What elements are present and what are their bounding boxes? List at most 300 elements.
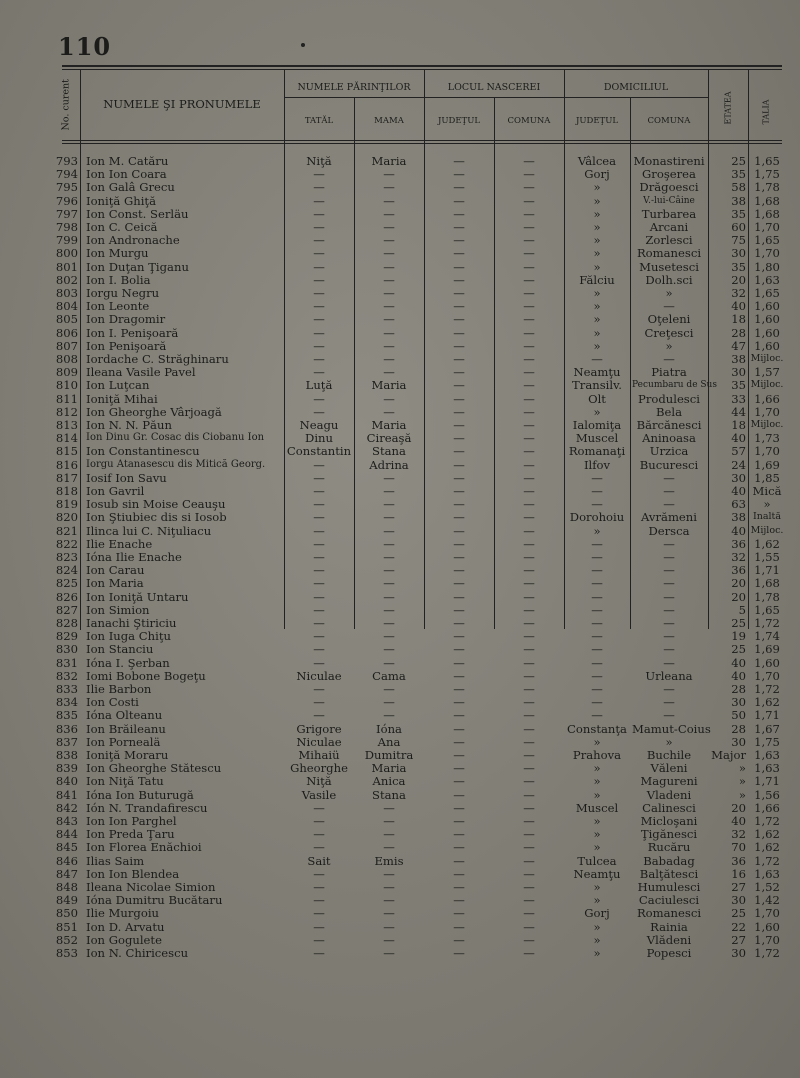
row-name: Ilie Enache	[86, 536, 153, 551]
row-father: Dinu	[305, 431, 333, 446]
row-height: 1,63	[754, 748, 780, 762]
row-name: Ion Costi	[86, 695, 139, 710]
row-birth-commune: —	[523, 365, 535, 380]
row-height: Mijloc.	[750, 379, 784, 391]
row-age: 5	[738, 602, 746, 617]
row-dom-commune: Drăgoesci	[639, 180, 699, 195]
row-birth-county: —	[453, 668, 465, 683]
row-father: —	[313, 536, 325, 551]
row-mother: —	[383, 602, 395, 617]
row-dom-commune: Bucuresci	[639, 457, 699, 472]
row-birth-commune: —	[523, 286, 535, 300]
row-dom-commune: —	[663, 602, 675, 617]
row-dom-commune: —	[663, 655, 675, 670]
row-name: Ion Pornealä	[86, 734, 161, 749]
row-number: 843	[55, 814, 78, 828]
row-mother: Emis	[374, 853, 404, 868]
row-father: —	[313, 616, 325, 630]
row-age: 20	[731, 800, 746, 815]
row-dom-commune: Calinesci	[642, 800, 696, 815]
row-age: Major	[711, 748, 746, 762]
row-birth-commune: —	[523, 708, 535, 723]
row-father: —	[313, 497, 325, 512]
row-age: 27	[731, 880, 746, 894]
row-dom-county: »	[593, 880, 601, 894]
row-number: 793	[55, 154, 78, 168]
row-mother: —	[383, 233, 395, 248]
row-father: Sait	[307, 853, 331, 868]
row-height: 1,68	[754, 576, 780, 591]
row-number: 794	[55, 167, 78, 182]
row-mother: —	[383, 510, 395, 525]
row-mother: Cireaşă	[366, 431, 412, 446]
row-mother: —	[383, 695, 395, 710]
row-mother: —	[383, 932, 395, 947]
row-mother: —	[383, 682, 395, 696]
row-dom-commune: »	[665, 338, 673, 353]
row-name: Ion I. Penişoară	[86, 325, 179, 340]
header-height: TALIA	[761, 99, 771, 125]
row-dom-commune: —	[663, 536, 675, 551]
row-birth-commune: —	[523, 444, 535, 459]
row-height: 1,65	[754, 602, 780, 617]
row-dom-commune: Musetesci	[639, 259, 699, 274]
header-dom-county: JUDEŢUL	[575, 116, 619, 126]
row-father: —	[313, 708, 325, 723]
header-parents: NUMELE PĂRINŢILOR	[297, 82, 411, 93]
row-age: 38	[731, 352, 746, 366]
row-number: 852	[55, 932, 78, 947]
row-father: —	[313, 193, 325, 208]
row-mother: Ana	[377, 734, 401, 749]
row-dom-commune: Vlădeni	[646, 932, 692, 947]
row-mother: —	[383, 286, 395, 300]
row-dom-county: »	[593, 919, 601, 934]
row-father: —	[313, 286, 325, 300]
row-age: 63	[731, 497, 746, 512]
row-birth-commune: —	[523, 721, 535, 736]
row-mother: —	[383, 576, 395, 591]
row-number: 832	[55, 668, 78, 683]
row-dom-county: Romanaţi	[568, 444, 626, 459]
row-name: Ion C. Ceică	[86, 220, 158, 234]
row-mother: —	[383, 827, 395, 842]
row-dom-commune: —	[663, 629, 675, 644]
row-age: 60	[731, 220, 746, 234]
row-dom-commune: Romanesci	[636, 246, 702, 261]
row-dom-commune: —	[663, 550, 675, 564]
row-birth-county: —	[453, 378, 465, 393]
row-name: Iomi Bobone Bogeţu	[86, 668, 206, 683]
row-name: Ion Iuga Chiţu	[86, 629, 171, 644]
row-dom-county: »	[593, 814, 601, 828]
row-name: Ion Andronache	[86, 233, 180, 248]
row-name: Ion Constantinescu	[86, 444, 200, 459]
row-mother: Ióna	[376, 721, 402, 736]
row-dom-commune: Bela	[655, 404, 682, 419]
row-age: 47	[731, 338, 746, 353]
row-number: 797	[55, 206, 78, 221]
row-birth-county: —	[453, 800, 465, 815]
row-age: 25	[731, 642, 746, 657]
row-height: 1,69	[754, 642, 780, 657]
row-mother: —	[383, 536, 395, 551]
row-mother: —	[383, 299, 395, 314]
row-father: —	[313, 272, 325, 287]
row-mother: Maria	[371, 154, 407, 168]
row-name: Ion Gheorghe Stătescu	[86, 761, 222, 776]
row-birth-commune: —	[523, 853, 535, 868]
row-father: —	[313, 919, 325, 934]
row-dom-commune: Dersca	[648, 523, 690, 538]
row-birth-county: —	[453, 655, 465, 670]
row-height: 1,72	[754, 616, 780, 630]
row-number: 850	[55, 906, 78, 921]
row-mother: —	[383, 563, 395, 578]
row-age: 24	[731, 457, 746, 472]
row-dom-commune: —	[663, 708, 675, 723]
row-birth-commune: —	[523, 220, 535, 234]
row-dom-county: —	[591, 550, 603, 564]
row-birth-county: —	[453, 497, 465, 512]
row-father: —	[313, 246, 325, 261]
row-father: —	[313, 642, 325, 657]
row-age: 28	[731, 721, 746, 736]
row-mother: —	[383, 312, 395, 327]
row-dom-county: »	[593, 946, 601, 960]
row-dom-county: —	[591, 642, 603, 657]
row-dom-county: »	[593, 734, 601, 749]
row-name: Ion Preda Ţaru	[86, 827, 175, 842]
row-father: —	[313, 510, 325, 525]
row-name: Ion Florea Enăchioi	[86, 840, 202, 855]
row-dom-commune: Avrămeni	[641, 510, 697, 525]
row-height: 1,69	[754, 457, 780, 472]
row-dom-commune: Micloşani	[640, 814, 698, 828]
row-number: 830	[55, 642, 78, 657]
col-line-name	[284, 69, 285, 629]
row-age: 75	[731, 233, 746, 248]
row-birth-commune: —	[523, 536, 535, 551]
row-height: 1,72	[754, 814, 780, 828]
row-height: 1,70	[754, 932, 780, 947]
row-dom-commune: —	[663, 642, 675, 657]
row-dom-commune: —	[663, 299, 675, 314]
row-name: Ión N. Trandafirescu	[86, 800, 208, 815]
row-birth-commune: —	[523, 893, 535, 908]
row-father: —	[313, 827, 325, 842]
row-age: 30	[731, 695, 746, 710]
row-age: 16	[731, 866, 746, 881]
row-birth-county: —	[453, 748, 465, 762]
row-age: 44	[731, 404, 746, 419]
row-mother: —	[383, 167, 395, 182]
row-father: —	[313, 946, 325, 960]
row-dom-county: »	[593, 325, 601, 340]
row-birth-county: —	[453, 682, 465, 696]
row-father: —	[313, 629, 325, 644]
row-dom-commune: Rainia	[650, 919, 688, 934]
row-number: 805	[55, 312, 78, 327]
row-mother: —	[383, 642, 395, 657]
row-birth-county: —	[453, 444, 465, 459]
row-dom-county: Dorohoiu	[569, 510, 625, 525]
row-birth-commune: —	[523, 906, 535, 921]
row-father: —	[313, 484, 325, 498]
row-dom-commune: —	[663, 470, 675, 485]
row-number: 801	[55, 259, 78, 274]
row-birth-commune: —	[523, 378, 535, 393]
row-father: —	[313, 206, 325, 221]
row-birth-commune: —	[523, 259, 535, 274]
row-birth-commune: —	[523, 523, 535, 538]
row-height: 1,71	[754, 708, 780, 723]
row-dom-commune: —	[663, 695, 675, 710]
row-dom-commune: Bărcănesci	[636, 418, 702, 432]
row-mother: —	[383, 404, 395, 419]
row-name: Iorgu Negru	[86, 286, 160, 300]
row-father: Grigore	[296, 721, 342, 736]
row-height: 1,85	[754, 470, 780, 485]
row-father: —	[313, 589, 325, 604]
row-age: 30	[731, 246, 746, 261]
row-birth-county: —	[453, 286, 465, 300]
row-birth-county: —	[453, 563, 465, 578]
row-mother: —	[383, 325, 395, 340]
row-age: 25	[731, 154, 746, 168]
row-dom-county: »	[593, 193, 601, 208]
row-dom-county: Muscel	[575, 431, 619, 446]
row-mother: —	[383, 840, 395, 855]
row-age: 35	[731, 206, 746, 221]
row-dom-county: Olt	[588, 391, 606, 406]
row-name: Ioniţă Ghiţă	[86, 193, 156, 208]
ink-dot	[301, 43, 305, 47]
row-dom-commune: Arcani	[649, 220, 689, 234]
row-dom-county: Ilfov	[583, 457, 611, 472]
row-father: —	[313, 893, 325, 908]
row-father: Gheorghe	[290, 761, 348, 776]
row-birth-commune: —	[523, 827, 535, 842]
row-age: 40	[731, 484, 746, 498]
row-dom-county: »	[593, 246, 601, 261]
row-name: Ion Gavril	[86, 484, 145, 498]
row-father: —	[313, 523, 325, 538]
row-height: 1,70	[754, 246, 780, 261]
row-height: 1,66	[754, 800, 780, 815]
row-birth-county: —	[453, 180, 465, 195]
row-age: 27	[731, 932, 746, 947]
row-dom-commune: Zorlesci	[645, 233, 693, 248]
row-birth-commune: —	[523, 880, 535, 894]
row-dom-county: »	[593, 893, 601, 908]
row-birth-county: —	[453, 721, 465, 736]
row-height: 1,70	[754, 668, 780, 683]
row-name: Ion Galâ Grecu	[86, 180, 175, 195]
row-dom-commune: Rucăru	[647, 840, 691, 855]
row-dom-county: —	[591, 536, 603, 551]
row-age: 40	[731, 431, 746, 446]
row-dom-commune: Dolh.sci	[645, 272, 693, 287]
row-birth-commune: —	[523, 589, 535, 604]
row-height: 1,65	[754, 286, 780, 300]
row-father: Neagu	[299, 418, 339, 432]
row-dom-county: —	[591, 602, 603, 617]
row-birth-commune: —	[523, 748, 535, 762]
row-birth-commune: —	[523, 563, 535, 578]
row-birth-commune: —	[523, 655, 535, 670]
row-birth-county: —	[453, 220, 465, 234]
row-birth-county: —	[453, 470, 465, 485]
row-name: Ion Niţă Tatu	[86, 774, 164, 789]
row-number: 836	[55, 721, 78, 736]
row-father: —	[313, 655, 325, 670]
row-number: 796	[55, 193, 78, 208]
row-number: 815	[55, 444, 78, 459]
row-mother: —	[383, 193, 395, 208]
row-height: 1,71	[754, 563, 780, 578]
header-bottom-rule	[62, 140, 782, 141]
row-age: 30	[731, 734, 746, 749]
row-name: Ióna Ilie Enache	[86, 550, 182, 564]
row-birth-commune: —	[523, 919, 535, 934]
row-height: 1,62	[754, 827, 780, 842]
row-mother: —	[383, 206, 395, 221]
row-dom-commune: Magureni	[640, 774, 698, 789]
row-birth-commune: —	[523, 550, 535, 564]
row-father: —	[313, 391, 325, 406]
row-dom-commune: Turbarea	[641, 206, 697, 221]
row-number: 845	[55, 840, 78, 855]
row-dom-county: »	[593, 286, 601, 300]
row-dom-county: —	[591, 497, 603, 512]
row-name: Ion Murgu	[86, 246, 149, 261]
row-birth-commune: —	[523, 312, 535, 327]
row-mother: —	[383, 589, 395, 604]
row-birth-commune: —	[523, 695, 535, 710]
row-birth-county: —	[453, 866, 465, 881]
row-age: 30	[731, 946, 746, 960]
row-number: 825	[55, 576, 78, 591]
row-dom-county: —	[591, 682, 603, 696]
row-dom-commune: —	[663, 497, 675, 512]
row-mother: Stana	[372, 787, 406, 802]
subheader-rule-right	[564, 97, 708, 98]
row-birth-county: —	[453, 906, 465, 921]
row-name: Ileana Nicolae Simion	[86, 880, 216, 894]
row-name: Ion Carau	[86, 563, 145, 578]
row-father: —	[313, 906, 325, 921]
header-no: No. curent	[60, 79, 72, 131]
row-height: 1,70	[754, 220, 780, 234]
row-number: 810	[55, 378, 78, 393]
col-line-dcommune	[708, 69, 709, 629]
row-dom-commune: —	[663, 682, 675, 696]
row-mother: Cama	[372, 668, 406, 683]
row-height: Mică	[752, 484, 782, 498]
row-age: 20	[731, 589, 746, 604]
row-age: 19	[731, 629, 746, 644]
row-dom-commune: Caciulesci	[638, 893, 700, 908]
row-height: 1,67	[754, 721, 780, 736]
row-name: Ióna Ion Buturugă	[86, 787, 194, 802]
row-height: 1,70	[754, 404, 780, 419]
row-mother: —	[383, 338, 395, 353]
row-birth-county: —	[453, 642, 465, 657]
row-number: 818	[55, 484, 78, 498]
row-birth-county: —	[453, 840, 465, 855]
row-birth-commune: —	[523, 800, 535, 815]
row-birth-commune: —	[523, 761, 535, 776]
row-number: 809	[55, 365, 78, 380]
row-name: Ion Ioniţă Untaru	[86, 589, 189, 604]
row-age: 20	[731, 576, 746, 591]
row-age: 28	[731, 325, 746, 340]
row-birth-county: —	[453, 629, 465, 644]
row-father: Mihaiü	[298, 748, 340, 762]
row-number: 823	[55, 550, 78, 564]
row-birth-county: —	[453, 550, 465, 564]
row-birth-county: —	[453, 576, 465, 591]
row-height: 1,62	[754, 695, 780, 710]
row-age: »	[738, 761, 746, 776]
row-birth-commune: —	[523, 431, 535, 446]
row-mother: —	[383, 655, 395, 670]
row-dom-county: —	[591, 589, 603, 604]
row-birth-commune: —	[523, 497, 535, 512]
row-height: 1,60	[754, 312, 780, 327]
row-dom-commune: —	[663, 352, 675, 366]
row-height: 1,71	[754, 774, 780, 789]
row-birth-county: —	[453, 418, 465, 432]
row-father: —	[313, 233, 325, 248]
row-birth-commune: —	[523, 206, 535, 221]
row-number: 816	[55, 457, 78, 472]
row-dom-commune: Urzica	[649, 444, 689, 459]
row-father: —	[313, 880, 325, 894]
row-birth-county: —	[453, 312, 465, 327]
col-line-mother	[424, 69, 425, 629]
row-age: 30	[731, 365, 746, 380]
row-mother: —	[383, 616, 395, 630]
row-mother: —	[383, 708, 395, 723]
row-age: 35	[731, 378, 746, 393]
row-birth-county: —	[453, 880, 465, 894]
row-mother: —	[383, 497, 395, 512]
row-name: Iosif Ion Savu	[86, 470, 167, 485]
row-dom-county: —	[591, 695, 603, 710]
row-height: 1,60	[754, 919, 780, 934]
row-birth-county: —	[453, 616, 465, 630]
row-age: 38	[731, 193, 746, 208]
row-dom-county: »	[593, 932, 601, 947]
row-birth-county: —	[453, 484, 465, 498]
row-birth-county: —	[453, 167, 465, 182]
row-father: Niculae	[296, 734, 342, 749]
row-name: Ióna Dumitru Bucătaru	[86, 893, 223, 908]
row-name: Ion Leonte	[86, 299, 150, 314]
row-dom-commune: Buchile	[646, 748, 692, 762]
row-age: 35	[731, 167, 746, 182]
row-mother: —	[383, 484, 395, 498]
row-father: —	[313, 840, 325, 855]
row-dom-commune: Produlesci	[638, 391, 700, 406]
row-height: Mijloc.	[750, 524, 784, 536]
row-mother: —	[383, 246, 395, 261]
row-height: 1,80	[754, 259, 780, 274]
col-line-bcounty	[494, 97, 495, 629]
row-birth-county: —	[453, 853, 465, 868]
